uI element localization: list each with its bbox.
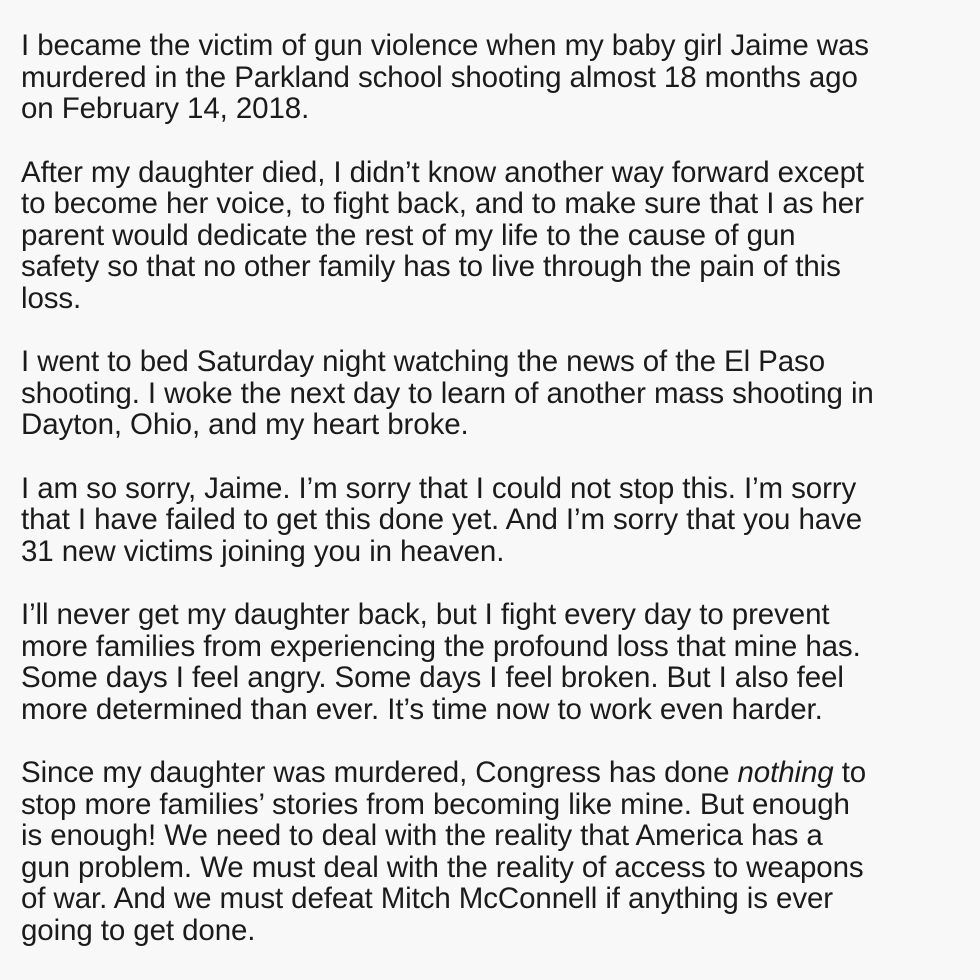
text-line: stop more families’ stories from becoming like mine. But enough	[21, 787, 850, 821]
paragraph-2	[21, 157, 958, 315]
text-line: gun problem. We must deal with the reality of access to weapons	[21, 850, 864, 884]
text-line: safety so that no other family has to live through the pain of this	[21, 250, 841, 283]
text-line: I became the victim of gun violence when my baby girl Jaime was	[21, 29, 869, 62]
text-line: is enough! We need to deal with the reality that America has a	[21, 819, 823, 852]
text-line: I am so sorry, Jaime. I’m sorry that I could not stop this. I’m sorry	[21, 471, 857, 505]
text-line: to become her voice, to fight back, and to make sure that I as her	[21, 187, 864, 220]
text-line: loss.	[21, 281, 82, 315]
paragraph-1	[21, 30, 958, 125]
text-line: more families from experiencing the profound loss that mine has.	[21, 629, 861, 663]
text-line-with-emphasis	[21, 757, 958, 789]
text-line: 31 new victims joining you in heaven.	[21, 534, 505, 568]
text-line: I’ll never get my daughter back, but I fight every day to prevent	[21, 598, 830, 631]
text-line: that I have failed to get this done yet. And I’m sorry that you have	[21, 503, 863, 536]
paragraph-6	[21, 757, 958, 946]
text-line: shooting. I woke the next day to learn of another mass shooting in	[21, 376, 874, 410]
text-line: murdered in the Parkland school shooting almost 18 months ago	[21, 60, 858, 94]
text-line: Some days I feel angry. Some days I feel broken. But I also feel	[21, 661, 844, 694]
text-line: Dayton, Ohio, and my heart broke.	[21, 408, 469, 441]
text-line: After my daughter died, I didn’t know another way forward except	[21, 155, 864, 189]
text-segment: Since my daughter was murdered, Congress has done	[21, 756, 738, 789]
text-line: parent would dedicate the rest of my life to the cause of gun	[21, 218, 796, 252]
emphasis-nothing: nothing	[737, 756, 834, 789]
text-segment: to	[833, 756, 867, 789]
text-line: more determined than ever. It’s time now to work even harder.	[21, 692, 823, 726]
paragraph-5	[21, 599, 958, 725]
text-line: on February 14, 2018.	[21, 92, 310, 125]
text-line: I went to bed Saturday night watching the news of the El Paso	[21, 345, 826, 378]
text-line: of war. And we must defeat Mitch McConnell if anything is ever	[21, 882, 833, 915]
paragraph-4	[21, 473, 958, 568]
text-line: going to get done.	[21, 913, 256, 947]
paragraph-3	[21, 346, 958, 441]
